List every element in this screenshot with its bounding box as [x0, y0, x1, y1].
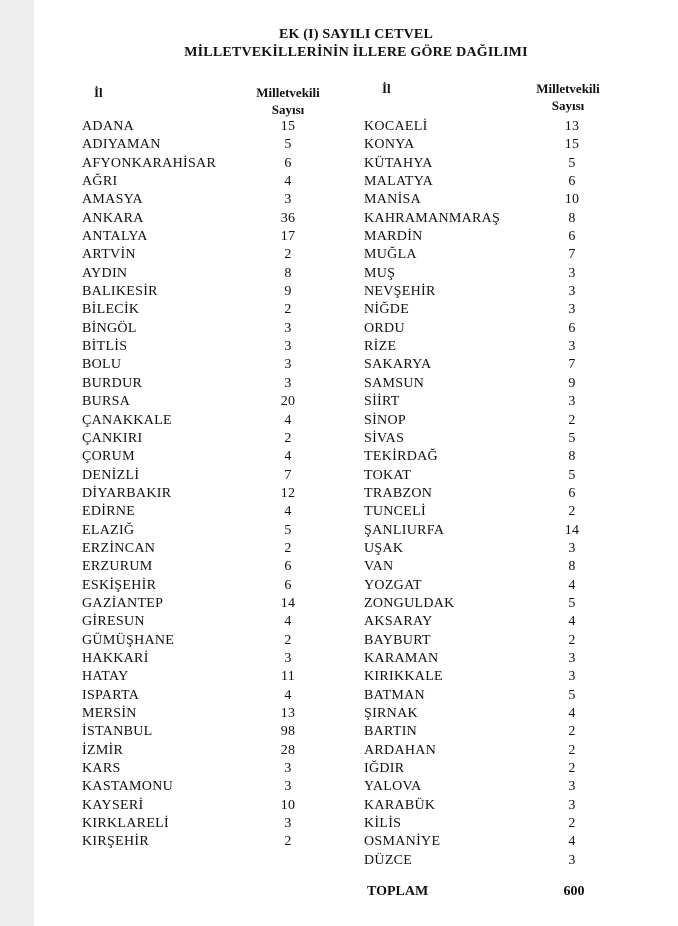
province-name: ELAZIĞ [82, 522, 135, 538]
province-name: SİNOP [364, 412, 406, 428]
left-province-list [82, 118, 342, 852]
province-row [364, 815, 644, 833]
province-row [82, 136, 342, 154]
province-name: MALATYA [364, 174, 433, 190]
province-name: TUNCELİ [364, 504, 426, 520]
province-row [364, 485, 644, 503]
deputy-count: 5 [568, 155, 576, 171]
province-name: YOZGAT [364, 577, 422, 593]
left-count-header-line2: Sayısı [271, 102, 305, 117]
province-name: TOKAT [364, 467, 412, 483]
deputy-count: 2 [284, 247, 292, 263]
province-name: IĞDIR [364, 761, 405, 777]
deputy-count: 3 [568, 669, 576, 685]
province-name: SAKARYA [364, 357, 432, 373]
province-name: DÜZCE [364, 852, 413, 868]
province-row [82, 393, 342, 411]
province-name: ÇANAKKALE [82, 412, 172, 428]
deputy-count: 3 [284, 650, 292, 666]
province-name: ADANA [82, 119, 135, 134]
document-title: EK (I) SAYILI CETVEL [278, 27, 434, 42]
province-row [82, 833, 342, 851]
deputy-count: 2 [284, 430, 292, 446]
province-name: KARAMAN [364, 650, 439, 666]
deputy-count: 7 [284, 467, 292, 483]
deputy-count: 5 [284, 522, 292, 538]
deputy-count: 4 [284, 449, 292, 465]
province-name: BOLU [82, 357, 122, 373]
deputy-count: 6 [568, 485, 576, 501]
province-row [82, 760, 342, 778]
province-name: BALIKESİR [82, 284, 158, 300]
province-name: SİVAS [364, 430, 405, 446]
deputy-count: 4 [568, 834, 576, 850]
province-name: KARS [82, 761, 121, 777]
deputy-count: 28 [280, 742, 296, 758]
province-row [82, 375, 342, 393]
province-name: UŞAK [364, 540, 404, 556]
right-count-header-line1: Milletvekili [536, 81, 600, 96]
province-row [364, 467, 644, 485]
deputy-count: 7 [568, 357, 576, 373]
province-row [364, 191, 644, 209]
province-row [82, 668, 342, 686]
deputy-count: 3 [284, 192, 292, 208]
deputy-count: 2 [568, 504, 576, 520]
province-name: EDİRNE [82, 504, 136, 520]
province-name: ERZURUM [82, 559, 153, 575]
province-name: KASTAMONU [82, 779, 174, 795]
deputy-count: 98 [280, 724, 296, 740]
province-row [364, 540, 644, 558]
deputy-count: 9 [284, 284, 292, 300]
province-row [364, 668, 644, 686]
deputy-count: 4 [568, 577, 576, 593]
province-row [364, 778, 644, 796]
deputy-count: 5 [568, 595, 576, 611]
province-row [82, 577, 342, 595]
province-name: YALOVA [364, 779, 422, 795]
province-name: ARDAHAN [364, 742, 437, 758]
province-name: KIRŞEHİR [82, 834, 149, 850]
province-row [82, 265, 342, 283]
deputy-count: 4 [568, 706, 576, 721]
province-row [364, 558, 644, 576]
province-row [82, 503, 342, 521]
province-name: NEVŞEHİR [364, 284, 436, 300]
deputy-count: 4 [284, 504, 292, 520]
province-name: BİLECİK [82, 302, 140, 318]
province-name: AĞRI [82, 174, 118, 190]
province-name: ÇORUM [82, 449, 135, 465]
province-row [82, 338, 342, 356]
province-name: KOCAELİ [364, 119, 428, 134]
deputy-count: 3 [568, 394, 576, 410]
province-row [364, 375, 644, 393]
deputy-count: 3 [568, 265, 576, 281]
deputy-count: 3 [284, 357, 292, 373]
province-row [364, 723, 644, 741]
province-name: KARABÜK [364, 797, 436, 813]
deputy-count: 17 [280, 229, 296, 245]
deputy-count: 8 [568, 449, 576, 465]
deputy-count: 2 [568, 816, 576, 832]
province-row [364, 338, 644, 356]
province-row [364, 283, 644, 301]
deputy-count: 3 [284, 320, 292, 336]
province-name: MANİSA [364, 192, 422, 208]
right-province-header: İl [382, 81, 391, 96]
province-name: KAYSERİ [82, 797, 144, 813]
province-name: ŞANLIURFA [364, 522, 445, 538]
province-row [364, 393, 644, 411]
deputy-count: 4 [284, 174, 292, 190]
province-row [364, 742, 644, 760]
province-name: BARTIN [364, 724, 418, 740]
right-count-header-line2: Sayısı [551, 98, 585, 113]
deputy-count: 15 [280, 119, 296, 134]
province-row [82, 191, 342, 209]
province-name: TEKİRDAĞ [364, 449, 438, 465]
province-row [364, 705, 644, 723]
province-row [364, 412, 644, 430]
province-row [82, 540, 342, 558]
deputy-count: 5 [284, 137, 292, 153]
province-row [82, 155, 342, 173]
deputy-count: 3 [568, 540, 576, 556]
province-name: SİİRT [364, 394, 400, 410]
deputy-count: 10 [564, 192, 580, 208]
province-row [364, 595, 644, 613]
deputy-count: 3 [568, 302, 576, 318]
province-row [82, 320, 342, 338]
deputy-count: 3 [568, 779, 576, 795]
deputy-count: 6 [284, 559, 292, 575]
deputy-count: 4 [284, 614, 292, 630]
deputy-count: 3 [568, 339, 576, 355]
province-name: KİLİS [364, 816, 402, 832]
province-row [364, 210, 644, 228]
left-count-header [243, 84, 333, 118]
province-name: HATAY [82, 669, 129, 685]
deputy-count: 2 [568, 632, 576, 648]
province-row [364, 503, 644, 521]
province-row [82, 118, 342, 136]
province-name: DİYARBAKIR [82, 485, 172, 501]
province-row [364, 613, 644, 631]
province-row [82, 228, 342, 246]
deputy-count: 2 [568, 724, 576, 740]
province-name: DENİZLİ [82, 467, 140, 483]
province-row [364, 577, 644, 595]
deputy-count: 2 [568, 742, 576, 758]
province-row [364, 687, 644, 705]
deputy-count: 13 [564, 119, 580, 134]
province-name: ŞIRNAK [364, 706, 418, 721]
province-name: ANTALYA [82, 229, 148, 245]
right-province-list [364, 118, 644, 870]
deputy-count: 5 [568, 430, 576, 446]
province-name: BAYBURT [364, 632, 431, 648]
province-row [364, 136, 644, 154]
province-row [82, 595, 342, 613]
province-name: KONYA [364, 137, 415, 153]
deputy-count: 36 [280, 210, 296, 226]
deputy-count: 2 [284, 632, 292, 648]
deputy-count: 2 [568, 412, 576, 428]
province-row [82, 522, 342, 540]
deputy-count: 6 [568, 320, 576, 336]
deputy-count: 3 [284, 779, 292, 795]
deputy-count: 4 [568, 614, 576, 630]
province-row [82, 448, 342, 466]
province-row [82, 687, 342, 705]
province-name: MUŞ [364, 265, 396, 281]
province-name: AFYONKARAHİSAR [82, 155, 217, 171]
deputy-count: 3 [568, 797, 576, 813]
province-row [364, 852, 644, 870]
province-name: OSMANİYE [364, 834, 441, 850]
deputy-count: 2 [284, 302, 292, 318]
province-row [364, 155, 644, 173]
province-row [82, 650, 342, 668]
province-row [364, 228, 644, 246]
deputy-count: 13 [280, 706, 296, 721]
deputy-count: 14 [564, 522, 580, 538]
province-name: HAKKARİ [82, 650, 149, 666]
province-name: ISPARTA [82, 687, 140, 703]
left-province-header: İl [94, 85, 103, 100]
province-row [82, 485, 342, 503]
province-row [82, 778, 342, 796]
province-name: GİRESUN [82, 614, 145, 630]
province-row [82, 356, 342, 374]
deputy-count: 11 [280, 669, 296, 685]
province-row [82, 173, 342, 191]
province-row [364, 301, 644, 319]
left-count-header-line1: Milletvekili [256, 85, 320, 100]
deputy-count: 3 [284, 761, 292, 777]
province-row [82, 742, 342, 760]
deputy-count: 5 [568, 687, 576, 703]
deputy-count: 5 [568, 467, 576, 483]
total-label: TOPLAM [367, 884, 429, 899]
province-name: KIRKLARELİ [82, 816, 169, 832]
province-name: ARTVİN [82, 247, 136, 263]
province-row [82, 430, 342, 448]
deputy-count: 8 [568, 559, 576, 575]
province-row [82, 815, 342, 833]
province-name: SAMSUN [364, 375, 425, 391]
province-row [364, 173, 644, 191]
deputy-count: 8 [284, 265, 292, 281]
document-subtitle: MİLLETVEKİLLERİNİN İLLERE GÖRE DAĞILIMI [184, 45, 528, 60]
province-name: AKSARAY [364, 614, 433, 630]
province-name: BURSA [82, 394, 131, 410]
province-row [364, 320, 644, 338]
deputy-count: 9 [568, 375, 576, 391]
province-row [364, 448, 644, 466]
deputy-count: 2 [284, 834, 292, 850]
province-name: ÇANKIRI [82, 430, 143, 446]
province-name: VAN [364, 559, 394, 575]
province-row [364, 650, 644, 668]
right-count-header [523, 80, 613, 114]
deputy-count: 4 [284, 412, 292, 428]
deputy-count: 14 [280, 595, 296, 611]
province-name: BİTLİS [82, 339, 128, 355]
deputy-count: 6 [568, 174, 576, 190]
province-name: BURDUR [82, 375, 143, 391]
deputy-count: 12 [280, 485, 296, 501]
province-row [82, 797, 342, 815]
province-name: MERSİN [82, 706, 137, 721]
deputy-count: 3 [568, 852, 576, 868]
province-name: KIRIKKALE [364, 669, 443, 685]
province-row [364, 797, 644, 815]
province-name: GÜMÜŞHANE [82, 632, 175, 648]
province-name: İZMİR [82, 742, 124, 758]
deputy-count: 3 [568, 284, 576, 300]
deputy-count: 3 [284, 339, 292, 355]
province-row [82, 301, 342, 319]
province-name: ESKİŞEHİR [82, 577, 157, 593]
province-name: ADIYAMAN [82, 137, 161, 153]
province-name: TRABZON [364, 485, 433, 501]
province-row [82, 723, 342, 741]
province-name: İSTANBUL [82, 724, 153, 740]
total-value: 600 [563, 884, 585, 899]
province-name: AMASYA [82, 192, 143, 208]
province-row [364, 522, 644, 540]
province-row [364, 265, 644, 283]
province-name: NİĞDE [364, 302, 410, 318]
province-name: ANKARA [82, 210, 144, 226]
deputy-count: 3 [568, 650, 576, 666]
province-name: ZONGULDAK [364, 595, 455, 611]
deputy-count: 3 [284, 375, 292, 391]
province-row [82, 705, 342, 723]
deputy-count: 20 [280, 394, 296, 410]
province-row [364, 356, 644, 374]
province-row [82, 558, 342, 576]
province-name: MUĞLA [364, 247, 417, 263]
province-row [82, 412, 342, 430]
province-row [82, 246, 342, 264]
deputy-count: 8 [568, 210, 576, 226]
deputy-count: 4 [284, 687, 292, 703]
province-row [364, 833, 644, 851]
province-row [364, 632, 644, 650]
deputy-count: 15 [564, 137, 580, 153]
province-name: ORDU [364, 320, 405, 336]
deputy-count: 6 [284, 155, 292, 171]
province-row [82, 632, 342, 650]
province-row [82, 613, 342, 631]
province-name: AYDIN [82, 265, 128, 281]
deputy-count: 2 [568, 761, 576, 777]
province-row [364, 430, 644, 448]
deputy-count: 10 [280, 797, 296, 813]
province-row [364, 118, 644, 136]
province-name: MARDİN [364, 229, 423, 245]
province-name: RİZE [364, 339, 397, 355]
province-name: KAHRAMANMARAŞ [364, 210, 501, 226]
province-name: GAZİANTEP [82, 595, 164, 611]
deputy-count: 2 [284, 540, 292, 556]
province-row [364, 246, 644, 264]
province-name: BATMAN [364, 687, 425, 703]
province-name: BİNGÖL [82, 320, 137, 336]
province-row [82, 210, 342, 228]
deputy-count: 6 [568, 229, 576, 245]
province-name: KÜTAHYA [364, 155, 433, 171]
province-name: ERZİNCAN [82, 540, 156, 556]
province-row [364, 760, 644, 778]
province-row [82, 283, 342, 301]
deputy-count: 6 [284, 577, 292, 593]
deputy-count: 7 [568, 247, 576, 263]
deputy-count: 3 [284, 816, 292, 832]
document-page [34, 0, 678, 926]
province-row [82, 467, 342, 485]
